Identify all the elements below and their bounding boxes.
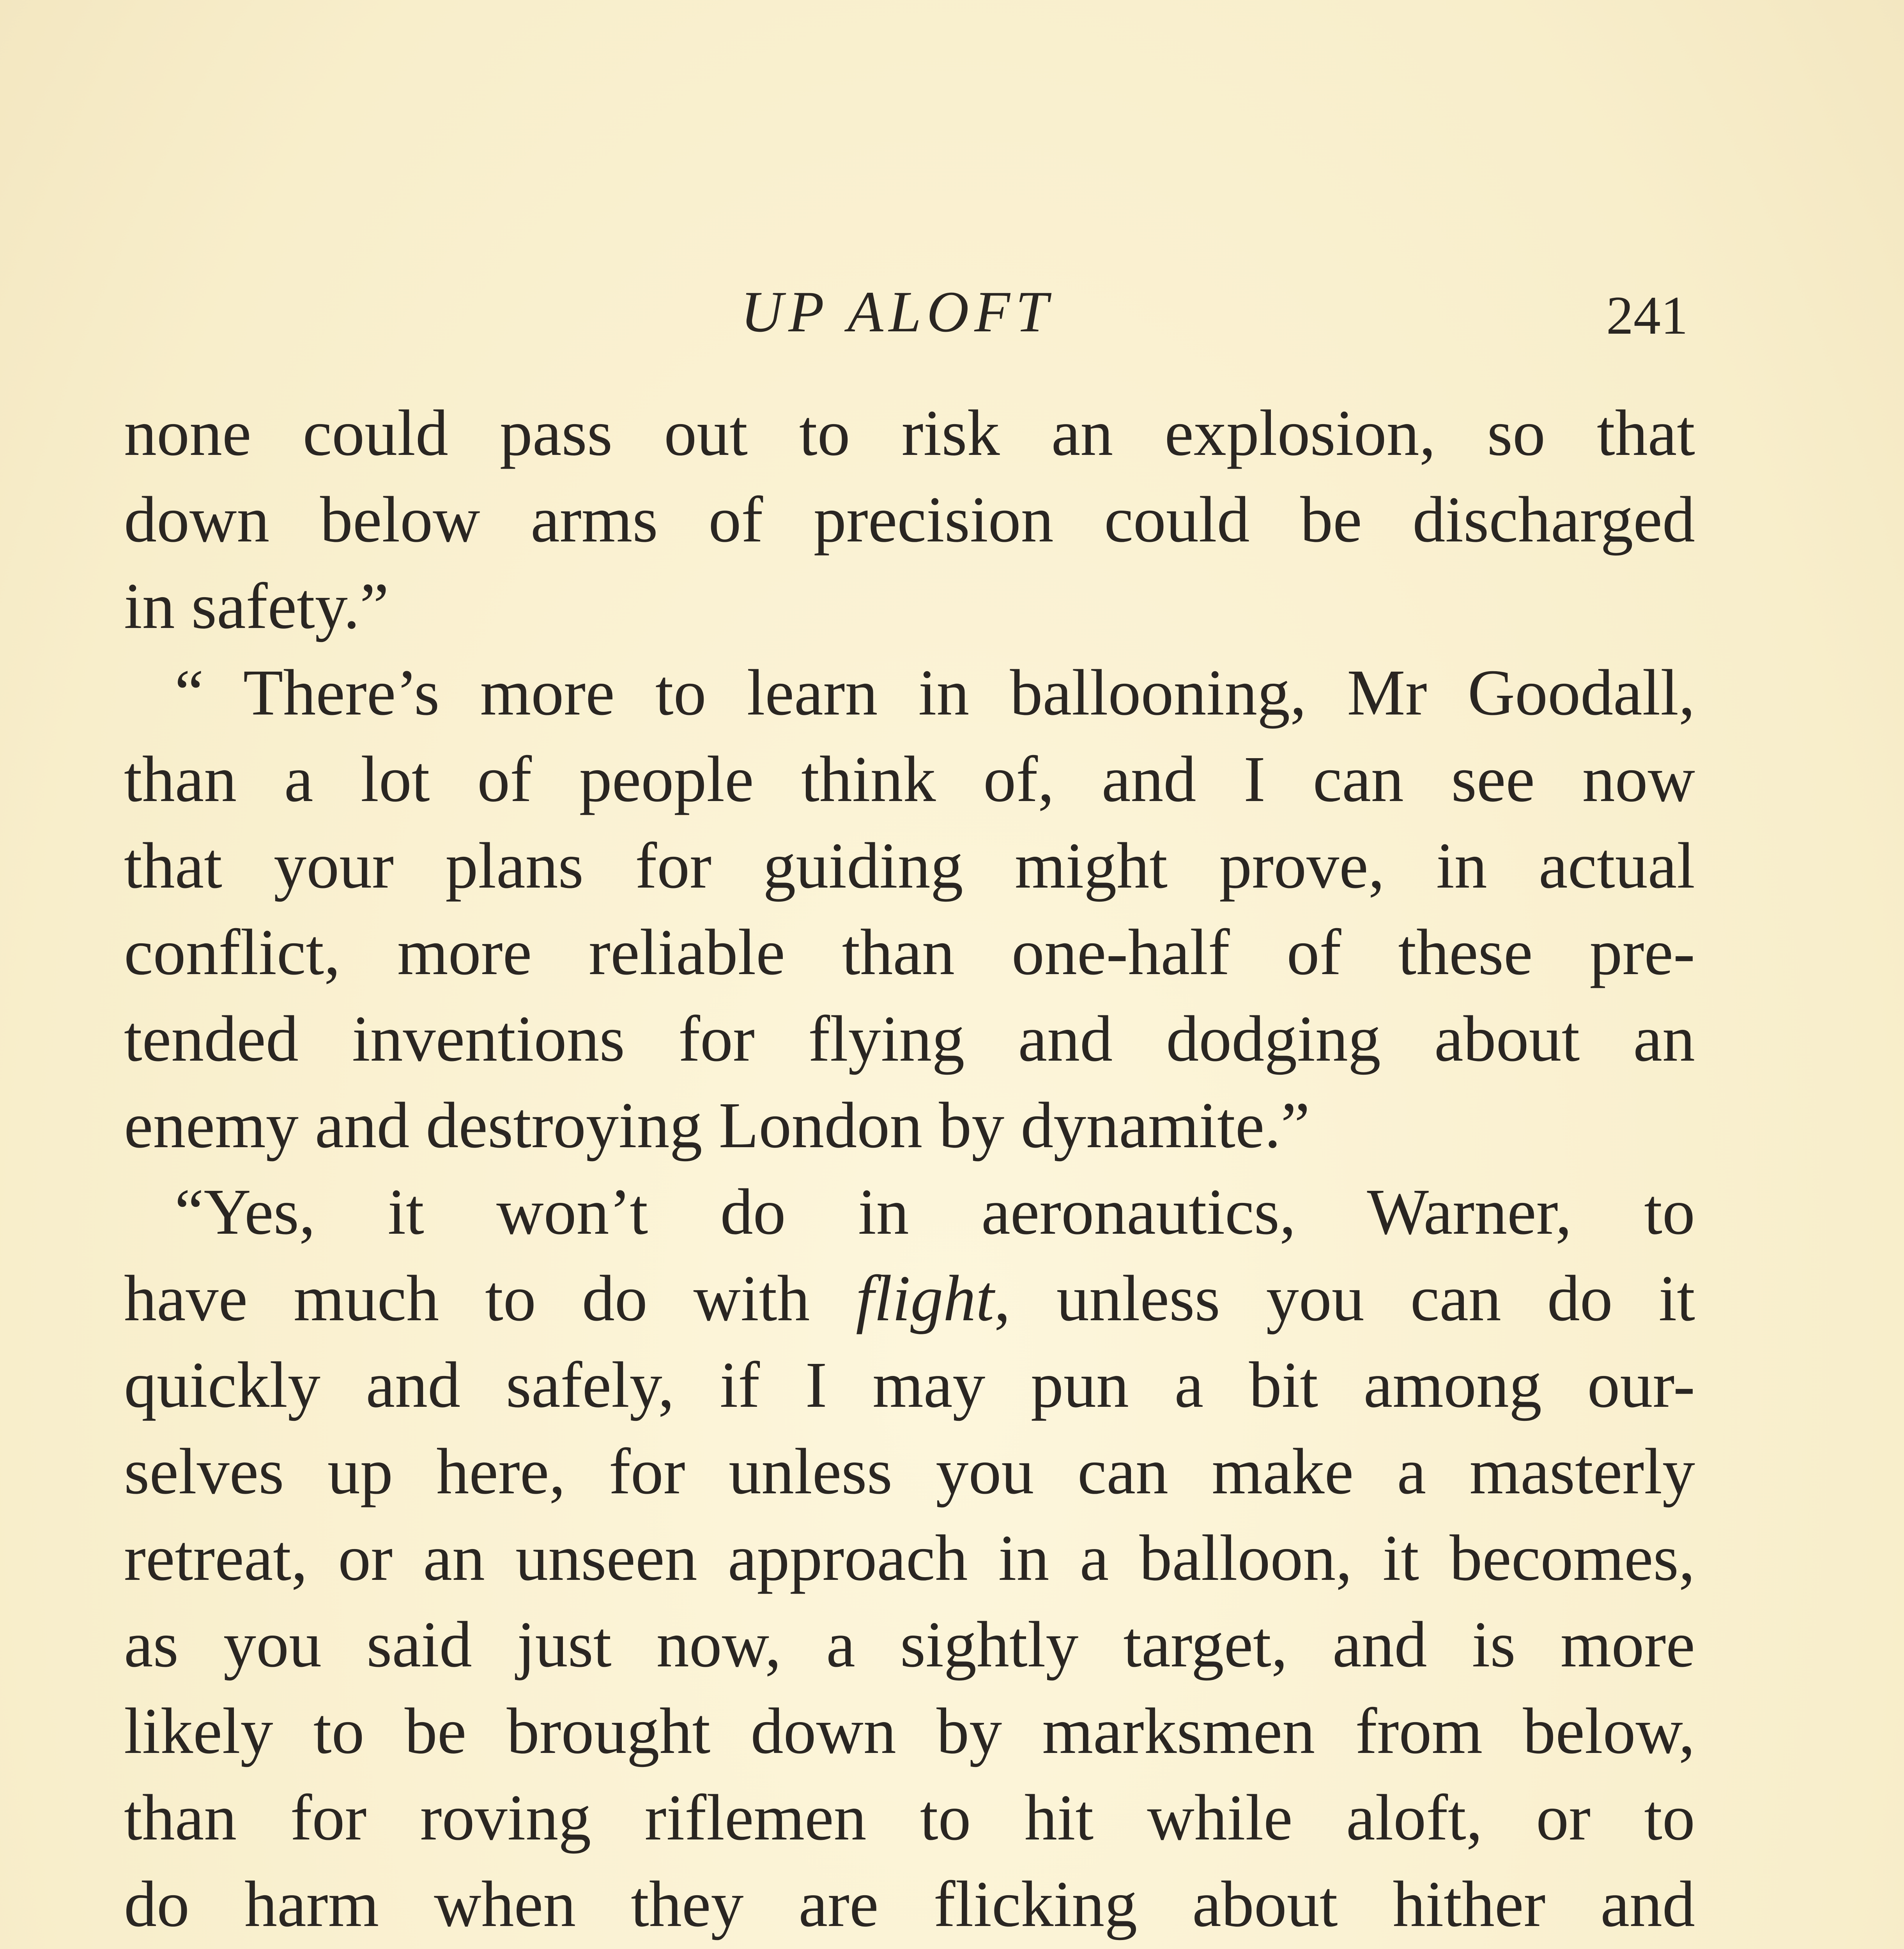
text-line: “ There’s more to learn in ballooning, Mr Goodall, (175, 656, 1695, 729)
text-line: down below arms of precision could be discharged (124, 483, 1695, 556)
text-line: enemy and destroying London by dynamite.” (124, 1089, 1310, 1162)
text-line: retreat, or an unseen approach in a balloon, it becomes, (124, 1522, 1695, 1594)
text-line: conflict, more reliable than one-half of these pre- (124, 916, 1695, 989)
page-header (0, 273, 1904, 351)
text-line: tended inventions for flying and dodging about an (124, 1003, 1695, 1075)
text-line: none could pass out to risk an explosion, so that (124, 397, 1695, 469)
text-line: than a lot of people think of, and I can see now (124, 743, 1695, 815)
running-head: UP ALOFT (741, 279, 1054, 344)
italic-word: flight (856, 1262, 994, 1335)
body-text (124, 390, 1695, 1949)
text-line: likely to be brought down by marksmen from below, (124, 1695, 1695, 1767)
text-line (124, 1947, 1695, 1949)
text-line: selves up here, for unless you can make a masterly (124, 1435, 1695, 1508)
text-line: than for roving riflemen to hit while aloft, or to (124, 1781, 1695, 1854)
text-line: as you said just now, a sightly target, and is more (124, 1608, 1695, 1681)
text-line: have much to do with flight, unless you can do it (124, 1262, 1695, 1335)
text-line: quickly and safely, if I may pun a bit among our- (124, 1349, 1695, 1421)
text-line: in safety.” (124, 570, 389, 642)
text-line: do harm when they are flicking about hither and (124, 1868, 1695, 1940)
text-line: “Yes, it won’t do in aeronautics, Warner, to (175, 1176, 1695, 1248)
page-number: 241 (1606, 285, 1688, 346)
text-line: that your plans for guiding might prove, in actual (124, 829, 1695, 902)
